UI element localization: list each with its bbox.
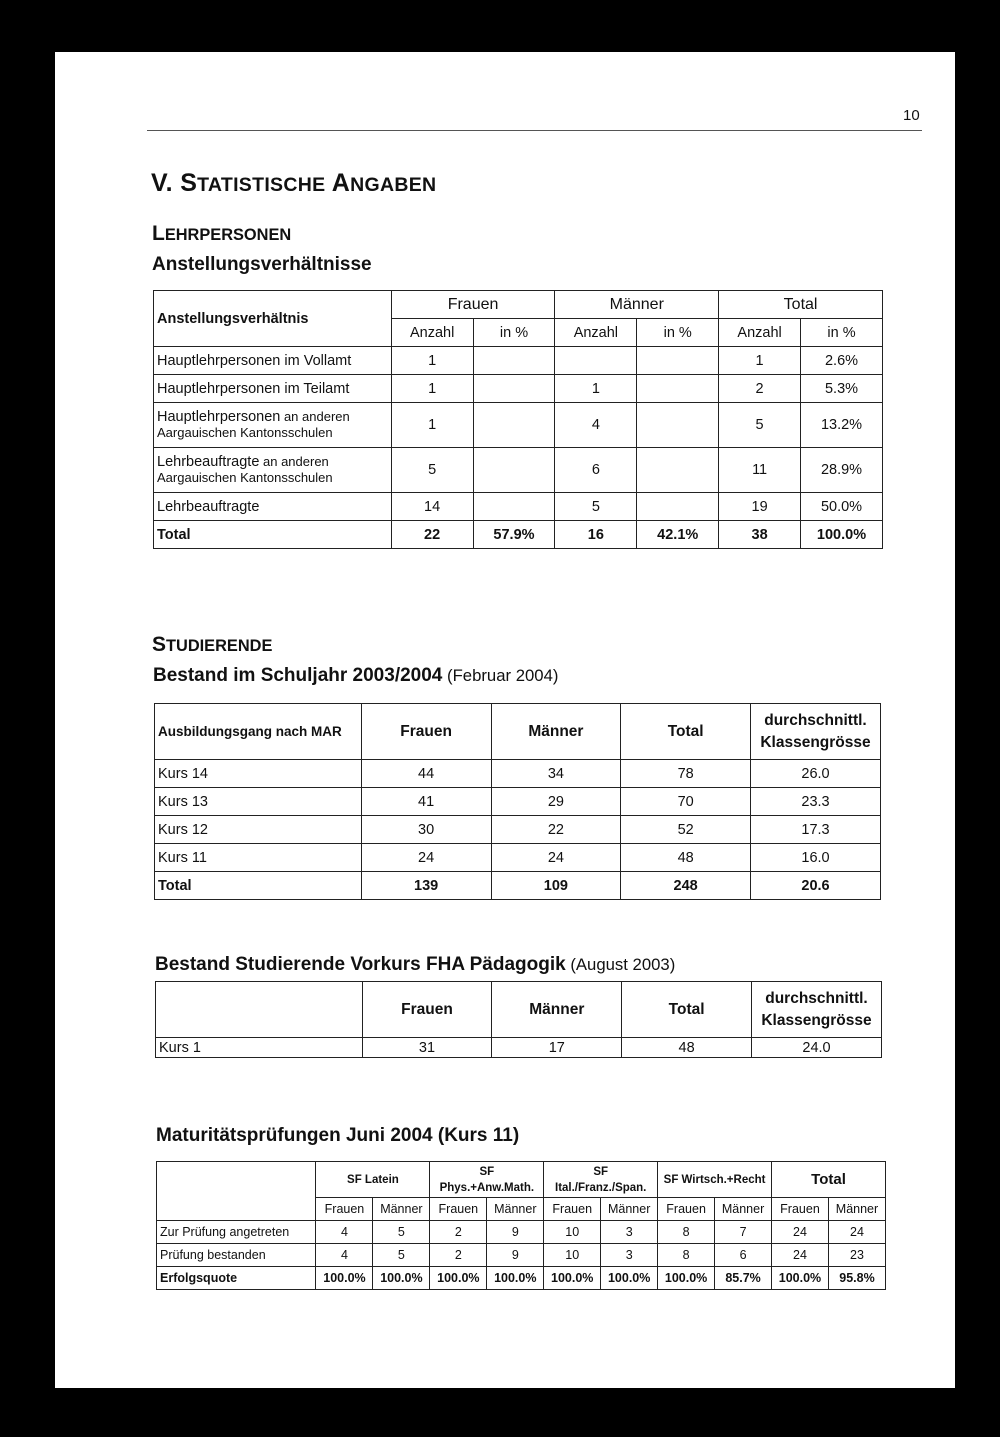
bestand-heading: Bestand im Schuljahr 2003/2004 (Februar 2004) <box>153 665 559 686</box>
section-title <box>151 169 436 198</box>
header-rule <box>147 130 922 131</box>
table-row: Prüfung bestanden 4 5 2 9 10 3 8 6 24 23 <box>157 1244 886 1267</box>
table-row: Kurs 12 30 22 52 17.3 <box>155 816 881 844</box>
matura-table: SF Latein SF Phys.+Anw.Math. SF Ital./Franz./Span. SF Wirtsch.+Recht Total Frauen Männer Frauen Männer Frauen Männer Frauen Männer Frauen Männer Zur Prüfung angetreten 4 5 2 9 10 3 8 7 24 24 Prüfung bestanden 4 5 2 9 10 3 8 6 24 23 Erfolgsquote 100.0% 100.0% 100.0% 100.0% 100.0% 100.0% 100.0% 85.7% 100.0% 95.8% <box>156 1161 886 1290</box>
table-row: Kurs 14 44 34 78 26.0 <box>155 760 881 788</box>
document-page <box>55 52 955 1388</box>
subheader: in % <box>637 319 719 347</box>
total-row: Erfolgsquote 100.0% 100.0% 100.0% 100.0% 100.0% 100.0% 100.0% 85.7% 100.0% 95.8% <box>157 1267 886 1290</box>
anstellung-heading: Anstellungsverhältnisse <box>152 254 372 275</box>
subheader: Anzahl <box>719 319 801 347</box>
table-row: Lehrbeauftragte 14 5 19 50.0% <box>154 493 883 521</box>
subheader: in % <box>801 319 883 347</box>
subheader: Anzahl <box>555 319 637 347</box>
total-row: Total 22 57.9% 16 42.1% 38 100.0% <box>154 521 883 549</box>
group-maenner: Männer <box>555 291 719 319</box>
table-row: Hauptlehrpersonen im Vollamt 1 1 2.6% <box>154 347 883 375</box>
matura-heading: Maturitätsprüfungen Juni 2004 (Kurs 11) <box>156 1125 520 1146</box>
page-number: 10 <box>903 107 920 124</box>
table-row: Zur Prüfung angetreten 4 5 2 9 10 3 8 7 24 24 <box>157 1221 886 1244</box>
anstellung-table <box>153 290 883 549</box>
group-frauen: Frauen <box>391 291 555 319</box>
lehrpersonen-heading: LEHRPERSONEN <box>152 222 292 245</box>
subheader: Anzahl <box>391 319 473 347</box>
table-row: Kurs 11 24 24 48 16.0 <box>155 844 881 872</box>
vorkurs-heading: Bestand Studierende Vorkurs FHA Pädagogik (August 2003) <box>155 954 676 975</box>
table-row: Hauptlehrpersonen im Teilamt 1 1 2 5.3% <box>154 375 883 403</box>
section-title-text: STATISTISCHE ANGABEN <box>180 169 437 197</box>
col-ausbildungsgang: Ausbildungsgang nach MAR <box>155 704 362 760</box>
table-row: Hauptlehrpersonen an anderen Aargauischen Kantonsschulen 1 4 5 13.2% <box>154 403 883 448</box>
col-label: Anstellungsverhältnis <box>154 291 392 347</box>
group-total: Total <box>719 291 883 319</box>
table-row: Kurs 13 41 29 70 23.3 <box>155 788 881 816</box>
subheader: in % <box>473 319 555 347</box>
total-row: Total 139 109 248 20.6 <box>155 872 881 900</box>
section-number: V. <box>151 169 173 197</box>
table-row: Lehrbeauftragte an anderen Aargauischen Kantonsschulen 5 6 11 28.9% <box>154 448 883 493</box>
bestand-table: Ausbildungsgang nach MAR Frauen Männer Total durchschnittl. Klassengrösse Kurs 14 44 34 78 26.0 Kurs 13 41 29 70 23.3 Kurs 12 30 22 52 17.3 Kurs 11 24 24 48 16.0 Total 139 109 248 20.6 <box>154 703 881 900</box>
table-row: Kurs 1 31 17 48 24.0 <box>156 1038 882 1058</box>
vorkurs-table: Frauen Männer Total durchschnittl. Klassengrösse Kurs 1 31 17 48 24.0 <box>155 981 882 1058</box>
studierende-heading: STUDIERENDE <box>152 633 273 656</box>
